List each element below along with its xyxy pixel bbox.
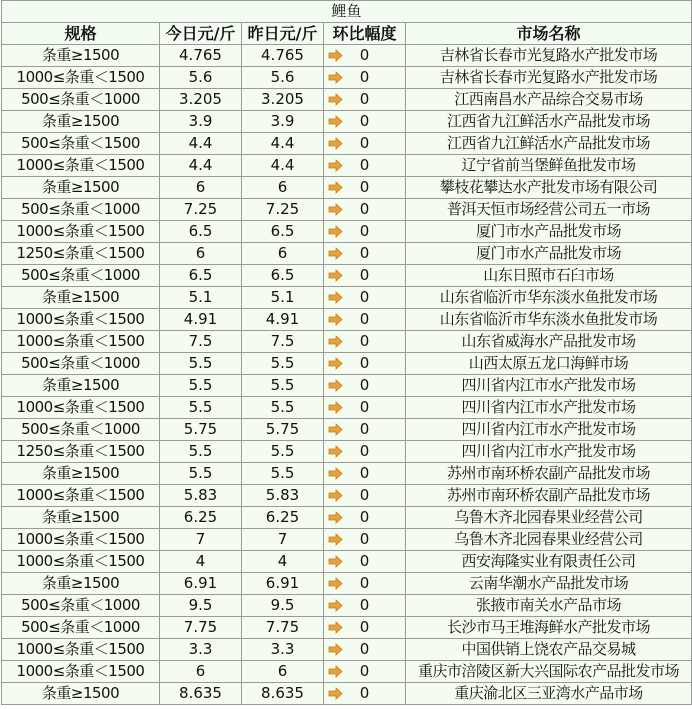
market-cell: 山东省临沂市华东淡水鱼批发市场 (406, 309, 692, 331)
spec-cell: 1000≤条重＜1500 (2, 639, 160, 661)
spec-cell: 条重≥1500 (2, 287, 160, 309)
market-cell: 长沙市马王堆海鲜水产批发市场 (406, 617, 692, 639)
change-cell (324, 243, 406, 265)
today-price-cell: 5.5 (160, 441, 242, 463)
today-price-cell: 5.5 (160, 463, 242, 485)
table-row (2, 595, 692, 617)
right-arrow-icon (328, 269, 343, 282)
change-value: 0 (359, 596, 370, 614)
change-cell (324, 485, 406, 507)
market-cell: 四川省内江市水产批发市场 (406, 397, 692, 419)
spec-cell: 1000≤条重＜1500 (2, 221, 160, 243)
market-cell: 厦门市水产品批发市场 (406, 221, 692, 243)
table-row (2, 551, 692, 573)
header-market: 市场名称 (406, 23, 692, 45)
market-cell: 重庆渝北区三亚湾水产品市场 (406, 683, 692, 705)
right-arrow-icon (328, 313, 343, 326)
change-cell (324, 529, 406, 551)
change-value: 0 (359, 134, 370, 152)
today-price-cell: 4.4 (160, 155, 242, 177)
today-price-cell: 6.91 (160, 573, 242, 595)
spec-cell: 条重≥1500 (2, 683, 160, 705)
change-value: 0 (359, 574, 370, 592)
yesterday-price-cell: 6 (242, 661, 324, 683)
right-arrow-icon (328, 577, 343, 590)
market-cell: 西安海隆实业有限责任公司 (406, 551, 692, 573)
change-cell (324, 177, 406, 199)
table-title: 鲤鱼 (2, 1, 692, 23)
yesterday-price-cell: 4.4 (242, 133, 324, 155)
spec-cell: 条重≥1500 (2, 375, 160, 397)
table-row (2, 683, 692, 705)
spec-cell: 1000≤条重＜1500 (2, 551, 160, 573)
today-price-cell: 6.5 (160, 265, 242, 287)
market-cell: 四川省内江市水产批发市场 (406, 441, 692, 463)
change-cell (324, 67, 406, 89)
market-cell: 张掖市南关水产品市场 (406, 595, 692, 617)
spec-cell: 条重≥1500 (2, 111, 160, 133)
table-row (2, 199, 692, 221)
change-value: 0 (359, 508, 370, 526)
right-arrow-icon (328, 115, 343, 128)
change-cell (324, 111, 406, 133)
right-arrow-icon (328, 247, 343, 260)
right-arrow-icon (328, 423, 343, 436)
right-arrow-icon (328, 489, 343, 502)
change-cell (324, 45, 406, 67)
today-price-cell: 7 (160, 529, 242, 551)
yesterday-price-cell: 5.5 (242, 353, 324, 375)
right-arrow-icon (328, 401, 343, 414)
change-value: 0 (359, 332, 370, 350)
spec-cell: 500≤条重＜1000 (2, 265, 160, 287)
today-price-cell: 6 (160, 177, 242, 199)
yesterday-price-cell: 6.91 (242, 573, 324, 595)
yesterday-price-cell: 6 (242, 177, 324, 199)
table-row (2, 243, 692, 265)
right-arrow-icon (328, 665, 343, 678)
yesterday-price-cell: 7 (242, 529, 324, 551)
right-arrow-icon (328, 71, 343, 84)
spec-cell: 1250≤条重＜1500 (2, 243, 160, 265)
change-value: 0 (359, 288, 370, 306)
today-price-cell: 4.765 (160, 45, 242, 67)
right-arrow-icon (328, 49, 343, 62)
change-cell (324, 309, 406, 331)
right-arrow-icon (328, 225, 343, 238)
table-row (2, 639, 692, 661)
market-cell: 吉林省长春市光复路水产批发市场 (406, 67, 692, 89)
table-row (2, 419, 692, 441)
table-row (2, 287, 692, 309)
change-value: 0 (359, 112, 370, 130)
change-value: 0 (359, 420, 370, 438)
today-price-cell: 5.1 (160, 287, 242, 309)
table-row (2, 45, 692, 67)
right-arrow-icon (328, 467, 343, 480)
yesterday-price-cell: 6.5 (242, 221, 324, 243)
yesterday-price-cell: 6.5 (242, 265, 324, 287)
spec-cell: 500≤条重＜1000 (2, 419, 160, 441)
table-row (2, 397, 692, 419)
spec-cell: 1000≤条重＜1500 (2, 529, 160, 551)
spec-cell: 500≤条重＜1000 (2, 595, 160, 617)
today-price-cell: 5.6 (160, 67, 242, 89)
today-price-cell: 7.25 (160, 199, 242, 221)
yesterday-price-cell: 5.1 (242, 287, 324, 309)
yesterday-price-cell: 3.3 (242, 639, 324, 661)
change-value: 0 (359, 662, 370, 680)
change-value: 0 (359, 90, 370, 108)
yesterday-price-cell: 4.4 (242, 155, 324, 177)
change-value: 0 (359, 46, 370, 64)
today-price-cell: 3.3 (160, 639, 242, 661)
table-row (2, 265, 692, 287)
header-spec: 规格 (2, 23, 160, 45)
change-value: 0 (359, 684, 370, 702)
market-cell: 江西南昌水产品综合交易市场 (406, 89, 692, 111)
right-arrow-icon (328, 621, 343, 634)
right-arrow-icon (328, 445, 343, 458)
market-cell: 山东日照市石臼市场 (406, 265, 692, 287)
right-arrow-icon (328, 93, 343, 106)
change-value: 0 (359, 640, 370, 658)
table-row (2, 353, 692, 375)
table-row (2, 67, 692, 89)
spec-cell: 条重≥1500 (2, 573, 160, 595)
yesterday-price-cell: 5.5 (242, 375, 324, 397)
yesterday-price-cell: 6.25 (242, 507, 324, 529)
change-value: 0 (359, 552, 370, 570)
today-price-cell: 5.5 (160, 353, 242, 375)
table-row (2, 441, 692, 463)
change-value: 0 (359, 222, 370, 240)
today-price-cell: 6 (160, 243, 242, 265)
today-price-cell: 9.5 (160, 595, 242, 617)
today-price-cell: 7.75 (160, 617, 242, 639)
today-price-cell: 6 (160, 661, 242, 683)
spec-cell: 500≤条重＜1000 (2, 89, 160, 111)
right-arrow-icon (328, 137, 343, 150)
spec-cell: 1000≤条重＜1500 (2, 155, 160, 177)
market-cell: 厦门市水产品批发市场 (406, 243, 692, 265)
right-arrow-icon (328, 533, 343, 546)
today-price-cell: 6.25 (160, 507, 242, 529)
change-cell (324, 661, 406, 683)
header-yesterday-price: 昨日元/斤 (242, 23, 324, 45)
table-row (2, 375, 692, 397)
today-price-cell: 7.5 (160, 331, 242, 353)
yesterday-price-cell: 5.83 (242, 485, 324, 507)
today-price-cell: 4.91 (160, 309, 242, 331)
today-price-cell: 5.75 (160, 419, 242, 441)
market-cell: 江西省九江鲜活水产品批发市场 (406, 111, 692, 133)
change-value: 0 (359, 178, 370, 196)
change-value: 0 (359, 486, 370, 504)
spec-cell: 1000≤条重＜1500 (2, 331, 160, 353)
yesterday-price-cell: 8.635 (242, 683, 324, 705)
change-cell (324, 441, 406, 463)
change-value: 0 (359, 354, 370, 372)
market-cell: 辽宁省前当堡鲜鱼批发市场 (406, 155, 692, 177)
change-value: 0 (359, 442, 370, 460)
today-price-cell: 3.9 (160, 111, 242, 133)
spec-cell: 1000≤条重＜1500 (2, 397, 160, 419)
market-cell: 四川省内江市水产批发市场 (406, 375, 692, 397)
change-cell (324, 551, 406, 573)
market-cell: 苏州市南环桥农副产品批发市场 (406, 485, 692, 507)
change-value: 0 (359, 200, 370, 218)
yesterday-price-cell: 5.5 (242, 463, 324, 485)
today-price-cell: 4.4 (160, 133, 242, 155)
spec-cell: 条重≥1500 (2, 177, 160, 199)
market-cell: 山西太原五龙口海鲜市场 (406, 353, 692, 375)
change-value: 0 (359, 376, 370, 394)
market-cell: 吉林省长春市光复路水产批发市场 (406, 45, 692, 67)
table-row (2, 221, 692, 243)
price-table (1, 0, 692, 705)
table-row (2, 573, 692, 595)
yesterday-price-cell: 9.5 (242, 595, 324, 617)
yesterday-price-cell: 3.205 (242, 89, 324, 111)
market-cell: 江西省九江鲜活水产品批发市场 (406, 133, 692, 155)
market-cell: 乌鲁木齐北园春果业经营公司 (406, 507, 692, 529)
right-arrow-icon (328, 643, 343, 656)
change-cell (324, 463, 406, 485)
market-cell: 山东省临沂市华东淡水鱼批发市场 (406, 287, 692, 309)
spec-cell: 条重≥1500 (2, 463, 160, 485)
change-cell (324, 133, 406, 155)
spec-cell: 1000≤条重＜1500 (2, 67, 160, 89)
right-arrow-icon (328, 159, 343, 172)
spec-cell: 1000≤条重＜1500 (2, 309, 160, 331)
spec-cell: 500≤条重＜1000 (2, 199, 160, 221)
table-row (2, 617, 692, 639)
market-cell: 山东省威海水产品批发市场 (406, 331, 692, 353)
change-value: 0 (359, 266, 370, 284)
change-cell (324, 639, 406, 661)
change-cell (324, 221, 406, 243)
market-cell: 云南华潮水产品批发市场 (406, 573, 692, 595)
market-cell: 苏州市南环桥农副产品批发市场 (406, 463, 692, 485)
table-row (2, 485, 692, 507)
spec-cell: 1250≤条重＜1500 (2, 441, 160, 463)
yesterday-price-cell: 4.765 (242, 45, 324, 67)
today-price-cell: 5.5 (160, 397, 242, 419)
yesterday-price-cell: 7.25 (242, 199, 324, 221)
table-row (2, 463, 692, 485)
market-cell: 重庆市涪陵区新大兴国际农产品批发市场 (406, 661, 692, 683)
today-price-cell: 5.83 (160, 485, 242, 507)
yesterday-price-cell: 6 (242, 243, 324, 265)
yesterday-price-cell: 3.9 (242, 111, 324, 133)
right-arrow-icon (328, 335, 343, 348)
change-cell (324, 507, 406, 529)
change-cell (324, 595, 406, 617)
today-price-cell: 8.635 (160, 683, 242, 705)
spec-cell: 500≤条重＜1500 (2, 133, 160, 155)
change-value: 0 (359, 156, 370, 174)
spec-cell: 条重≥1500 (2, 45, 160, 67)
yesterday-price-cell: 5.75 (242, 419, 324, 441)
right-arrow-icon (328, 511, 343, 524)
change-cell (324, 683, 406, 705)
right-arrow-icon (328, 687, 343, 700)
spec-cell: 1000≤条重＜1500 (2, 661, 160, 683)
table-row (2, 177, 692, 199)
change-cell (324, 419, 406, 441)
yesterday-price-cell: 5.5 (242, 441, 324, 463)
yesterday-price-cell: 7.5 (242, 331, 324, 353)
right-arrow-icon (328, 181, 343, 194)
change-value: 0 (359, 464, 370, 482)
change-value: 0 (359, 398, 370, 416)
change-cell (324, 89, 406, 111)
right-arrow-icon (328, 203, 343, 216)
change-cell (324, 265, 406, 287)
change-value: 0 (359, 530, 370, 548)
change-cell (324, 573, 406, 595)
right-arrow-icon (328, 599, 343, 612)
market-cell: 四川省内江市水产批发市场 (406, 419, 692, 441)
change-value: 0 (359, 68, 370, 86)
change-cell (324, 375, 406, 397)
change-cell (324, 397, 406, 419)
today-price-cell: 5.5 (160, 375, 242, 397)
table-row (2, 89, 692, 111)
table-row (2, 507, 692, 529)
market-cell: 普洱天恒市场经营公司五一市场 (406, 199, 692, 221)
change-value: 0 (359, 310, 370, 328)
yesterday-price-cell: 7.75 (242, 617, 324, 639)
table-body (2, 45, 692, 705)
table-row (2, 661, 692, 683)
table-row (2, 133, 692, 155)
yesterday-price-cell: 5.6 (242, 67, 324, 89)
today-price-cell: 3.205 (160, 89, 242, 111)
spec-cell: 1000≤条重＜1500 (2, 485, 160, 507)
yesterday-price-cell: 4.91 (242, 309, 324, 331)
change-cell (324, 617, 406, 639)
header-change: 环比幅度 (324, 23, 406, 45)
change-cell (324, 199, 406, 221)
right-arrow-icon (328, 555, 343, 568)
table-row (2, 529, 692, 551)
spec-cell: 500≤条重＜1000 (2, 353, 160, 375)
market-cell: 乌鲁木齐北园春果业经营公司 (406, 529, 692, 551)
right-arrow-icon (328, 291, 343, 304)
yesterday-price-cell: 4 (242, 551, 324, 573)
change-cell (324, 155, 406, 177)
change-value: 0 (359, 244, 370, 262)
change-cell (324, 331, 406, 353)
today-price-cell: 6.5 (160, 221, 242, 243)
spec-cell: 条重≥1500 (2, 507, 160, 529)
right-arrow-icon (328, 379, 343, 392)
today-price-cell: 4 (160, 551, 242, 573)
spec-cell: 500≤条重＜1000 (2, 617, 160, 639)
table-row (2, 111, 692, 133)
table-row (2, 331, 692, 353)
market-cell: 攀枝花攀达水产批发市场有限公司 (406, 177, 692, 199)
header-today-price: 今日元/斤 (160, 23, 242, 45)
change-cell (324, 287, 406, 309)
change-value: 0 (359, 618, 370, 636)
market-cell: 中国供销上饶农产品交易城 (406, 639, 692, 661)
yesterday-price-cell: 5.5 (242, 397, 324, 419)
table-row (2, 309, 692, 331)
table-row (2, 155, 692, 177)
right-arrow-icon (328, 357, 343, 370)
change-cell (324, 353, 406, 375)
